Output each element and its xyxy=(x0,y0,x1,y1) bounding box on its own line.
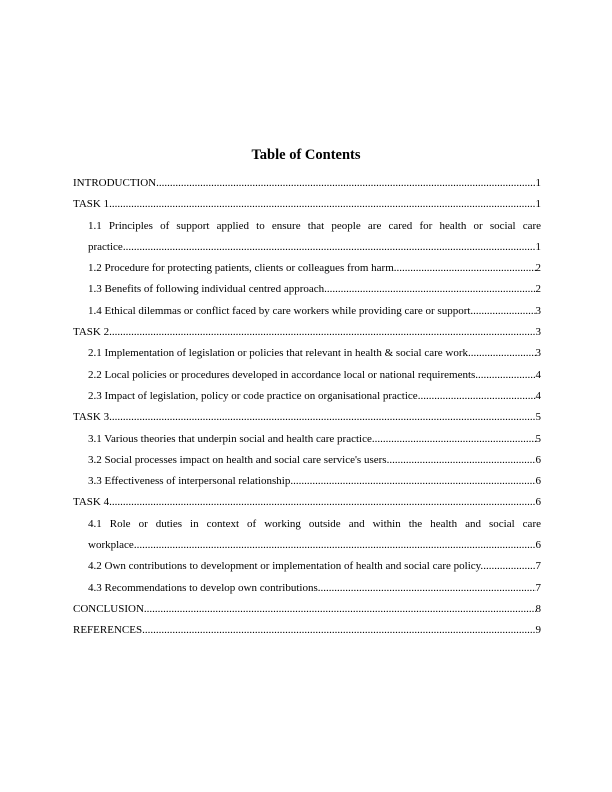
toc-leader-dots xyxy=(134,535,536,556)
toc-leader-dots xyxy=(418,386,536,407)
toc-page-number: 2 xyxy=(535,283,541,296)
toc-entry-text: 2.3 Impact of legislation, policy or code practice on organisational practice xyxy=(88,389,418,402)
toc-leader-dots xyxy=(142,620,535,641)
toc-entry-text: TASK 4 xyxy=(73,496,110,509)
toc-entry-1-3[interactable] xyxy=(88,279,541,300)
toc-entry-text: INTRODUCTION xyxy=(73,177,157,189)
toc-entry-text: 2.2 Local policies or procedures developed in accordance local or national requirements xyxy=(88,368,476,381)
toc-leader-dots xyxy=(318,578,536,599)
toc-entry-introduction[interactable] xyxy=(73,173,541,194)
toc-page-number: 7 xyxy=(535,581,541,594)
toc-entry-2-3[interactable] xyxy=(88,386,541,407)
toc-entry-task-4[interactable] xyxy=(73,492,541,513)
toc-entry-text: CONCLUSION xyxy=(73,602,144,615)
toc-page-number: 1 xyxy=(535,177,541,189)
toc-page-number: 4 xyxy=(535,389,541,402)
toc-entry-text: 4.3 Recommendations to develop own contributions xyxy=(88,581,318,594)
toc-leader-dots xyxy=(372,429,536,450)
toc-leader-dots xyxy=(290,471,535,492)
toc-page-number: 7 xyxy=(535,560,541,573)
toc-leader-dots xyxy=(387,450,536,471)
toc-entry-1-2[interactable] xyxy=(88,258,541,279)
toc-leader-dots xyxy=(109,492,535,513)
toc-entry-task-2[interactable] xyxy=(73,322,541,343)
toc-page-number: 3 xyxy=(535,347,541,360)
toc-entry-text: TASK 1 xyxy=(73,198,110,211)
toc-page-number: 6 xyxy=(535,539,541,552)
toc-leader-dots xyxy=(144,599,536,620)
toc-title: Table of Contents xyxy=(251,147,361,163)
toc-page-number: 6 xyxy=(535,475,541,488)
toc-entry-conclusion[interactable] xyxy=(73,599,541,620)
toc-entry-text: 3.1 Various theories that underpin social and health care practice xyxy=(88,432,372,445)
toc-entry-text: workplace xyxy=(88,539,134,552)
toc-page-number: 1 xyxy=(535,198,541,211)
toc-entry-text-line1: 1.1 Principles of support applied to ensure that people are cared for health or social care xyxy=(88,219,541,232)
toc-leader-dots xyxy=(324,279,535,300)
toc-page-number: 1 xyxy=(535,240,541,253)
toc-entry-text: TASK 3 xyxy=(73,411,110,424)
toc-entry-3-3[interactable] xyxy=(88,471,541,492)
toc-page-number: 3 xyxy=(535,326,541,339)
toc-leader-dots xyxy=(123,237,536,258)
toc-page-number: 9 xyxy=(535,624,541,637)
toc-entry-3-1[interactable] xyxy=(88,429,541,450)
toc-entry-text: 3.3 Effectiveness of interpersonal relationship xyxy=(88,475,291,488)
toc-entry-task-3[interactable] xyxy=(73,407,541,428)
toc-page-number: 6 xyxy=(535,496,541,509)
toc-entry-text: 1.4 Ethical dilemmas or conflict faced by care workers while providing care or support xyxy=(88,304,471,317)
toc-entry-3-2[interactable] xyxy=(88,450,541,471)
toc-entry-text: 1.3 Benefits of following individual centred approach xyxy=(88,283,325,296)
table-of-contents xyxy=(73,173,541,642)
toc-entry-text: 2.1 Implementation of legislation or policies that relevant in health & social care work xyxy=(88,347,468,360)
toc-leader-dots xyxy=(156,173,535,194)
toc-leader-dots xyxy=(475,365,535,386)
toc-page-number: 5 xyxy=(535,432,541,445)
toc-page-number: 4 xyxy=(535,368,541,381)
toc-entry-text-line1: 4.1 Role or duties in context of working outside and within the health and social care xyxy=(88,517,541,530)
toc-page-number: 2 xyxy=(535,262,541,275)
toc-entry-1-4[interactable] xyxy=(88,301,541,322)
toc-leader-dots xyxy=(483,556,535,577)
toc-entry-text: 1.2 Procedure for protecting patients, clients or colleagues from harm xyxy=(88,262,394,275)
toc-page-number: 8 xyxy=(535,602,541,615)
toc-leader-dots xyxy=(109,407,535,428)
toc-leader-dots xyxy=(394,258,536,279)
toc-entry-text: 3.2 Social processes impact on health and social care service's users xyxy=(88,453,387,466)
toc-leader-dots xyxy=(470,301,535,322)
toc-entry-1-1[interactable] xyxy=(88,216,541,259)
toc-entry-4-1[interactable] xyxy=(88,514,541,557)
toc-entry-task-1[interactable] xyxy=(73,194,541,215)
toc-entry-text: 4.2 Own contributions to development or implementation of health and social care policy. xyxy=(88,560,484,573)
toc-page-number: 6 xyxy=(535,453,541,466)
toc-page-number: 3 xyxy=(535,304,541,317)
toc-entry-4-2[interactable] xyxy=(88,556,541,577)
toc-entry-2-2[interactable] xyxy=(88,365,541,386)
toc-entry-text: TASK 2 xyxy=(73,326,110,339)
toc-entry-text: practice xyxy=(88,240,123,253)
toc-page-number: 5 xyxy=(535,411,541,424)
toc-leader-dots xyxy=(109,322,535,343)
toc-entry-2-1[interactable] xyxy=(88,343,541,364)
toc-entry-references[interactable] xyxy=(73,620,541,641)
toc-leader-dots xyxy=(109,194,535,215)
toc-leader-dots xyxy=(468,343,536,364)
toc-entry-4-3[interactable] xyxy=(88,578,541,599)
toc-entry-text: REFERENCES xyxy=(73,624,143,637)
